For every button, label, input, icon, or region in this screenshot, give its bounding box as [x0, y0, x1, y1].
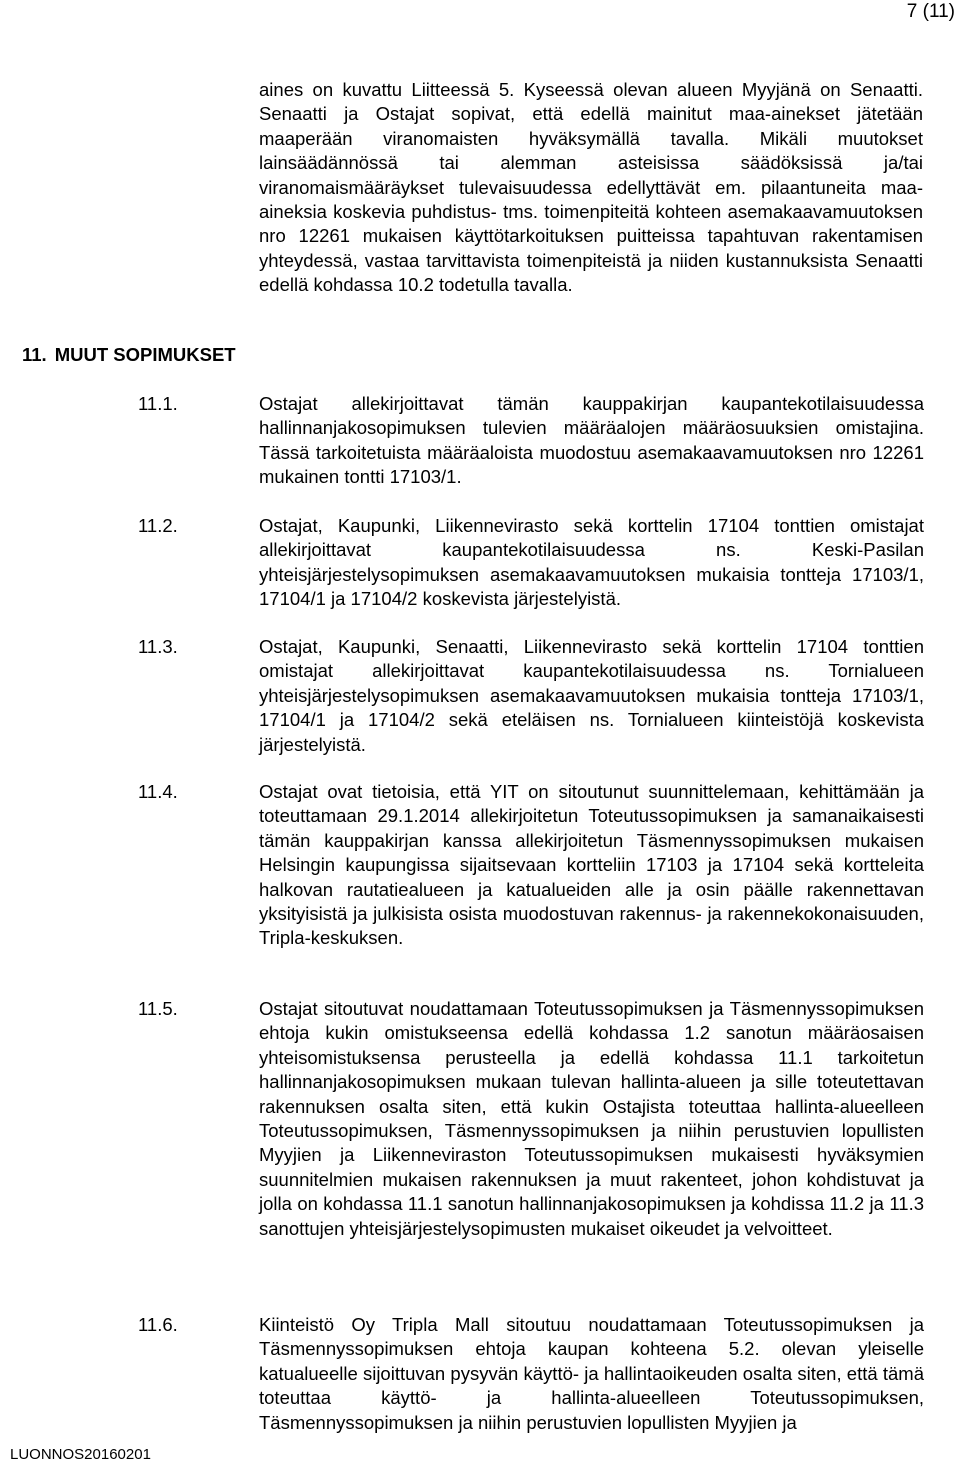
- clause-11-6: [138, 1313, 924, 1435]
- section-title: MUUT SOPIMUKSET: [54, 344, 236, 365]
- section-heading: [22, 343, 236, 367]
- clause-text: Ostajat allekirjoittavat tämän kauppakirjan kaupantekotilaisuudessa hallinnanjakosopimuksen tulevien määräalojen määräosuuksien omistajina. Tässä tarkoitetuista määräaloista muodostuu asemakaavamuutoksen nro 12261 mukainen tontti 17103/1.: [259, 393, 924, 488]
- clause-text: Ostajat sitoutuvat noudattamaan Toteutussopimuksen ja Täsmennyssopimuksen ehtoja kukin omistukseensa edellä kohdassa 1.2 sanotun määräosaisen yhteisomistuksensa perusteella ja edellä kohdassa 11.1 tarkoitetun hallinnanjakosopimuksen mukaan tulevan hallinta-alueen ja sille toteutettavan rakennuksen osalta siten, että kukin Ostajista toteuttaa hallinta-alueelleen Toteutussopimuksen, Täsmennyssopimuksen ja niihin perustuvien lopullisten Myyjien ja Liikenneviraston Toteutussopimuksen mukaisesti hyväksymien suunnitelmien mukaisen rakennuksen ja muut rakenteet, johon kohdistuvat ja jolla on kohdassa 11.1 sanotun hallinnanjakosopimuksen ja kohdissa 11.2 ja 11.3 sanottujen yhteisjärjestelysopimusten mukaiset oikeudet ja velvoitteet.: [259, 998, 924, 1239]
- clause-number: 11.5.: [138, 998, 178, 1019]
- clause-number: 11.1.: [138, 393, 178, 414]
- intro-paragraph: aines on kuvattu Liitteessä 5. Kyseessä olevan alueen Myyjänä on Senaatti. Senaatti ja Ostajat sopivat, että edellä mainitut maa-ainekset jätetään maaperään viranomaisten hyväksymällä tavalla. Mikäli muutokset lainsäädännössä tai alemman asteisissa säädöksissä ja/tai viranomaismääräykset tulevaisuudessa edellyttävät em. pilaantuneita maa-aineksia koskevia puhdistus- tms. toimenpiteitä kohteen asemakaavamuutoksen nro 12261 mukaisen käyttötarkoituksen puitteissa tapahtuvan rakentamisen yhteydessä, vastaa tarvittavista toimenpiteistä ja niiden kustannuksista Senaatti edellä kohdassa 10.2 todetulla tavalla.: [259, 79, 923, 296]
- clause-number: 11.3.: [138, 636, 178, 657]
- clause-11-2: [138, 514, 924, 612]
- clause-11-4: [138, 780, 924, 951]
- footer-code: LUONNOS20160201: [10, 1446, 151, 1463]
- clause-11-5: [138, 997, 924, 1241]
- clause-text: Ostajat, Kaupunki, Liikennevirasto sekä korttelin 17104 tonttien omistajat allekirjoittavat kaupantekotilaisuudessa ns. Keski-Pasilan yhteisjärjestelysopimuksen asemakaavamuutoksen mukaisia tontteja 17103/1, 17104/1 ja 17104/2 koskevista järjestelyistä.: [259, 515, 924, 610]
- clause-11-1: [138, 392, 924, 490]
- clause-number: 11.4.: [138, 781, 178, 802]
- clause-number: 11.2.: [138, 515, 178, 536]
- clause-number: 11.6.: [138, 1314, 178, 1335]
- clause-text: Ostajat, Kaupunki, Senaatti, Liikennevirasto sekä korttelin 17104 tonttien omistajat allekirjoittavat kaupantekotilaisuudessa ns. Tornialueen yhteisjärjestelysopimuksen asemakaavamuutoksen mukaisia tontteja 17103/1, 17104/1 ja 17104/2 sekä eteläisen ns. Tornialueen kiinteistöjä koskevista järjestelyistä.: [259, 636, 924, 755]
- clause-text: Ostajat ovat tietoisia, että YIT on sitoutunut suunnittelemaan, kehittämään ja toteuttamaan 29.1.2014 allekirjoitetun Toteutussopimuksen ja samanaikaisesti tämän kauppakirjan kanssa allekirjoitetun Täsmennyssopimuksen mukaisen Helsingin kaupungissa sijaitsevaan kortteliin 17103 ja 17104 sekä kortteleita halkovan rautatiealueen ja katualueiden alle ja osin päälle rakennettavan yksityisistä ja julkisista osista muodostuvan rakennus- ja rakennekokonaisuuden, Tripla-keskuksen.: [259, 781, 924, 949]
- page-number: 7 (11): [906, 1, 955, 22]
- clause-11-3: [138, 635, 924, 757]
- section-number: 11.: [22, 344, 47, 365]
- clause-text: Kiinteistö Oy Tripla Mall sitoutuu noudattamaan Toteutussopimuksen ja Täsmennyssopimuksen ehtoja kaupan kohteena 5.2. olevan yleiselle katualueelle sijoittuvan pysyvän käyttö- ja hallintaoikeuden osalta siten, että tämä toteuttaa käyttö- ja hallinta-alueelleen Toteutussopimuksen, Täsmennyssopimuksen ja niihin perustuvien lopullisten Myyjien ja: [259, 1314, 924, 1433]
